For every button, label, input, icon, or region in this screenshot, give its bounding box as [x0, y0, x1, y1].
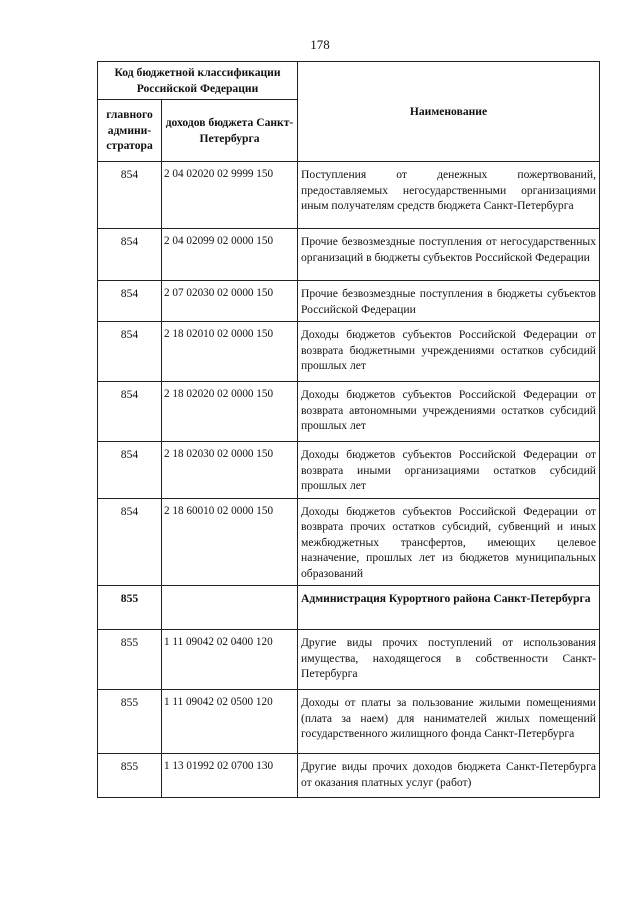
table-row [98, 382, 600, 442]
page-number: 178 [310, 37, 330, 52]
admin-code-cell: 855 [98, 586, 162, 630]
name-cell: Доходы бюджетов субъектов Российской Федерации от возврата автономными учреждениями остатков субсидий прошлых лет [298, 382, 600, 442]
admin-code-cell: 854 [98, 498, 162, 586]
name-cell: Поступления от денежных пожертвований, предоставляемых негосударственными организациями иным получателям средств бюджета Санкт-Петербурга [298, 162, 600, 229]
name-cell: Доходы бюджетов субъектов Российской Федерации от возврата прочих остатков субсидий, субвенций и иных межбюджетных трансфертов, имеющих целевое назначение, прошлых лет из бюджетов муниципальных образований [298, 498, 600, 586]
admin-code-cell: 854 [98, 322, 162, 382]
budget-classification-table [97, 61, 600, 798]
admin-code-cell: 854 [98, 281, 162, 322]
income-code-cell: 2 04 02020 02 9999 150 [162, 162, 298, 229]
table-row [98, 162, 600, 229]
table-row [98, 229, 600, 281]
name-cell: Другие виды прочих доходов бюджета Санкт-Петербурга от оказания платных услуг (работ) [298, 754, 600, 798]
admin-code-cell: 855 [98, 690, 162, 754]
header-income-code: доходов бюджета Санкт-Петербурга [162, 100, 298, 162]
table-row [98, 498, 600, 586]
income-code-cell: 1 13 01992 02 0700 130 [162, 754, 298, 798]
income-code-cell: 2 18 02020 02 0000 150 [162, 382, 298, 442]
name-cell: Доходы бюджетов субъектов Российской Федерации от возврата бюджетными учреждениями остатков субсидий прошлых лет [298, 322, 600, 382]
admin-code-cell: 854 [98, 442, 162, 499]
income-code-cell: 2 07 02030 02 0000 150 [162, 281, 298, 322]
income-code-cell: 2 04 02099 02 0000 150 [162, 229, 298, 281]
admin-code-cell: 854 [98, 162, 162, 229]
table-body [98, 162, 600, 798]
header-admin-code: главного админи-стратора [98, 100, 162, 162]
name-cell: Доходы от платы за пользование жилыми помещениями (плата за наем) для нанимателей жилых помещений государственного жилищного фонда Санкт-Петербурга [298, 690, 600, 754]
income-code-cell: 1 11 09042 02 0400 120 [162, 630, 298, 690]
admin-code-cell: 855 [98, 754, 162, 798]
table-row [98, 754, 600, 798]
income-code-cell: 2 18 02030 02 0000 150 [162, 442, 298, 499]
admin-code-cell: 855 [98, 630, 162, 690]
income-code-cell [162, 586, 298, 630]
name-cell: Прочие безвозмездные поступления в бюджеты субъектов Российской Федерации [298, 281, 600, 322]
name-cell: Другие виды прочих поступлений от использования имущества, находящегося в собственности Санкт-Петербурга [298, 630, 600, 690]
admin-code-cell: 854 [98, 382, 162, 442]
name-cell: Администрация Курортного района Санкт-Петербурга [298, 586, 600, 630]
table-row [98, 281, 600, 322]
table-row [98, 322, 600, 382]
income-code-cell: 1 11 09042 02 0500 120 [162, 690, 298, 754]
table-row [98, 442, 600, 499]
income-code-cell: 2 18 60010 02 0000 150 [162, 498, 298, 586]
income-code-cell: 2 18 02010 02 0000 150 [162, 322, 298, 382]
header-name: Наименование [298, 62, 600, 162]
name-cell: Доходы бюджетов субъектов Российской Федерации от возврата иными организациями остатков субсидий прошлых лет [298, 442, 600, 499]
header-classification-code: Код бюджетной классификации Российской Федерации [98, 62, 298, 100]
admin-code-cell: 854 [98, 229, 162, 281]
name-cell: Прочие безвозмездные поступления от негосударственных организаций в бюджеты субъектов Российской Федерации [298, 229, 600, 281]
table-row [98, 690, 600, 754]
table-row [98, 586, 600, 630]
table-row [98, 630, 600, 690]
